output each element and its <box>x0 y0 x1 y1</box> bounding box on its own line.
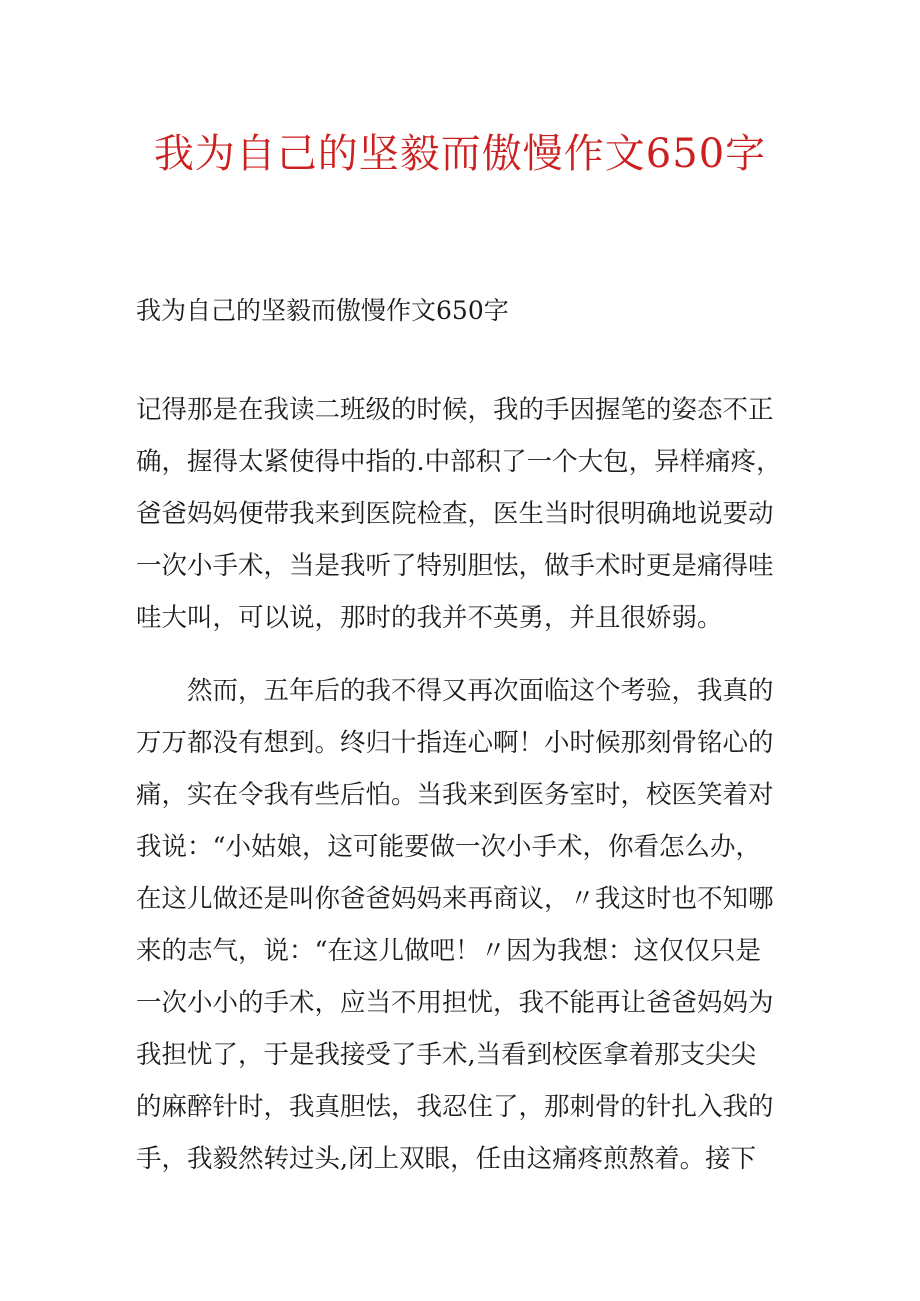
paragraph-1 <box>136 384 796 644</box>
paragraph-line: 一次小手术，当是我听了特别胆怯，做手术时更是痛得哇 <box>136 551 774 581</box>
document-subtitle: 我为自己的坚毅而傲慢作文650字 <box>136 296 509 325</box>
paragraph-line: 然而，五年后的我不得又再次面临这个考验，我真的 <box>136 676 774 706</box>
paragraph-line: 在这儿做还是叫你爸爸妈妈来再商议，〃我这时也不知哪 <box>136 884 774 914</box>
paragraph-line: 万万都没有想到。终归十指连心啊！小时候那刻骨铭心的 <box>136 728 774 758</box>
paragraph-line: 来的志气，说：“在这儿做吧！〃因为我想：这仅仅只是 <box>136 936 762 966</box>
paragraph-line: 我说：“小姑娘，这可能要做一次小手术，你看怎么办， <box>136 832 762 862</box>
paragraph-line: 的麻醉针时，我真胆怯，我忍住了，那刺骨的针扎入我的 <box>136 1092 774 1122</box>
paragraph-line: 我担忧了，于是我接受了手术,当看到校医拿着那支尖尖 <box>136 1040 757 1070</box>
document-title: 我为自己的坚毅而傲慢作文650字 <box>153 131 767 177</box>
paragraph-line: 哇大叫，可以说，那时的我并不英勇，并且很娇弱。 <box>136 603 723 633</box>
paragraph-line: 爸爸妈妈便带我来到医院检查，医生当时很明确地说要动 <box>136 499 774 529</box>
paragraph-2 <box>136 665 796 1185</box>
paragraph-line: 一次小小的手术，应当不用担忧，我不能再让爸爸妈妈为 <box>136 988 774 1018</box>
paragraph-line: 记得那是在我读二班级的时候，我的手因握笔的姿态不正 <box>136 395 774 425</box>
paragraph-line: 痛，实在令我有些后怕。当我来到医务室时，校医笑着对 <box>136 780 774 810</box>
paragraph-line: 确，握得太紧使得中指的.中部积了一个大包，异样痛疼， <box>136 447 782 477</box>
paragraph-line: 手，我毅然转过头,闭上双眼，任由这痛疼煎熬着。接下 <box>136 1144 757 1174</box>
